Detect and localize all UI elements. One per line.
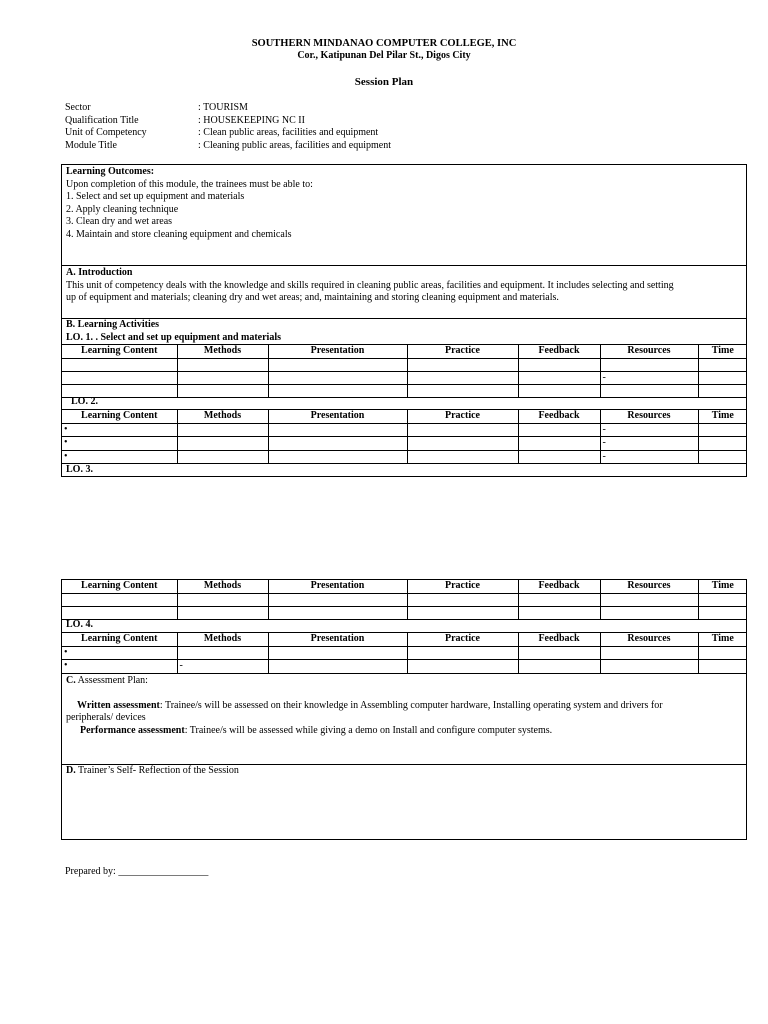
lo2-table: [62, 409, 747, 464]
introduction-text: This unit of competency deals with the knowledge and skills required in cleaning public areas, facilities and equipment. It includes selecting and setting: [66, 279, 674, 291]
table-row: [62, 437, 747, 451]
col-learning-content: Learning Content: [62, 580, 177, 593]
col-feedback: Feedback: [518, 580, 600, 593]
lo4-table: [62, 632, 747, 674]
prepared-by: Prepared by: __________________: [65, 866, 209, 877]
meta-block: [65, 102, 665, 152]
introduction-text: up of equipment and materials; cleaning dry and wet areas; and, maintaining and storing cleaning equipment and materials.: [66, 292, 559, 303]
meta-key: Sector: [65, 102, 91, 113]
meta-unit: [65, 127, 665, 140]
learning-outcome-item: 1. Select and set up equipment and materials: [66, 191, 245, 202]
page-title: Session Plan: [354, 76, 414, 88]
table-header-row: [62, 580, 747, 593]
bullet-mark: •: [62, 423, 177, 437]
col-methods: Methods: [177, 410, 268, 424]
col-feedback: Feedback: [518, 345, 600, 359]
col-resources: Resources: [600, 633, 698, 647]
lo2-heading: LO. 2.: [71, 396, 98, 407]
lo1-heading: LO. 1. . Select and set up equipment and materials: [66, 331, 282, 343]
col-methods: Methods: [177, 633, 268, 647]
dash-mark: -: [177, 660, 268, 674]
col-learning-content: Learning Content: [62, 345, 177, 359]
session-plan-box-2: [61, 579, 747, 840]
school-address: Cor., Katipunan Del Pilar St., Digos City: [297, 50, 471, 61]
introduction-section: [62, 265, 746, 303]
table-row: [62, 606, 747, 619]
reflection-section: [62, 764, 746, 776]
meta-sector: [65, 102, 665, 115]
bullet-mark: •: [62, 646, 177, 660]
col-presentation: Presentation: [268, 633, 407, 647]
col-time: Time: [698, 633, 747, 647]
reflection-heading: Trainer’s Self- Reflection of the Session: [75, 765, 239, 776]
learning-activities-section: [62, 318, 746, 477]
meta-value: : Cleaning public areas, facilities and equipment: [198, 139, 391, 151]
learning-outcomes-heading: Learning Outcomes:: [66, 166, 155, 177]
bullet-mark: •: [62, 437, 177, 451]
col-methods: Methods: [177, 345, 268, 359]
table-row: [62, 593, 747, 606]
col-practice: Practice: [407, 580, 518, 593]
lo3-table: [62, 580, 747, 620]
performance-assessment-text: : Trainee/s will be assessed while giving a demo on Install and configure computer systems.: [184, 724, 553, 736]
dash-mark: -: [600, 423, 698, 437]
col-learning-content: Learning Content: [62, 410, 177, 424]
performance-assessment-label: Performance assessment: [80, 724, 185, 736]
col-feedback: Feedback: [518, 410, 600, 424]
table-row: [62, 660, 747, 674]
assessment-letter: C.: [66, 675, 76, 686]
col-presentation: Presentation: [268, 580, 407, 593]
written-assessment-text: : Trainee/s will be assessed on their knowledge in Assembling computer hardware, Installing operating system and drivers for: [159, 699, 663, 711]
col-practice: Practice: [407, 345, 518, 359]
table-header-row: [62, 345, 747, 359]
learning-outcome-item: 4. Maintain and store cleaning equipment and chemicals: [66, 228, 292, 240]
meta-value: : TOURISM: [198, 102, 248, 113]
learning-outcomes-intro: Upon completion of this module, the trainees must be able to:: [66, 178, 313, 190]
meta-value: : HOUSEKEEPING NC II: [198, 114, 305, 126]
table-row: [62, 646, 747, 660]
col-time: Time: [698, 580, 747, 593]
col-practice: Practice: [407, 410, 518, 424]
col-feedback: Feedback: [518, 633, 600, 647]
introduction-heading: A. Introduction: [66, 267, 133, 278]
school-name: SOUTHERN MINDANAO COMPUTER COLLEGE, INC: [251, 38, 517, 49]
dash-mark: -: [600, 450, 698, 464]
table-row: [62, 450, 747, 464]
meta-key: Qualification Title: [65, 114, 139, 126]
lo4-heading: LO. 4.: [66, 619, 93, 630]
col-presentation: Presentation: [268, 410, 407, 424]
col-resources: Resources: [600, 410, 698, 424]
table-row: [62, 371, 747, 385]
dash-mark: -: [600, 437, 698, 451]
col-resources: Resources: [600, 345, 698, 359]
learning-outcomes-section: [66, 166, 742, 241]
table-header-row: [62, 633, 747, 647]
learning-activities-heading: B. Learning Activities: [66, 319, 160, 330]
assessment-heading: Assessment Plan:: [75, 675, 148, 686]
lo3-heading: LO. 3.: [66, 464, 93, 475]
meta-module: [65, 140, 665, 153]
col-time: Time: [698, 410, 747, 424]
dash-mark: -: [600, 371, 698, 385]
table-row: [62, 423, 747, 437]
reflection-letter: D.: [66, 765, 76, 776]
meta-key: Module Title: [65, 139, 117, 151]
col-practice: Practice: [407, 633, 518, 647]
learning-outcome-item: 2. Apply cleaning technique: [66, 203, 179, 215]
col-time: Time: [698, 345, 747, 359]
session-plan-box-1: [61, 164, 747, 477]
learning-outcome-item: 3. Clean dry and wet areas: [66, 216, 173, 227]
meta-qualification: [65, 115, 665, 128]
col-methods: Methods: [177, 580, 268, 593]
written-assessment-text-cont: peripherals/ devices: [66, 712, 146, 723]
col-learning-content: Learning Content: [62, 633, 177, 647]
col-presentation: Presentation: [268, 345, 407, 359]
bullet-mark: •: [62, 450, 177, 464]
table-row: [62, 358, 747, 371]
col-resources: Resources: [600, 580, 698, 593]
written-assessment-label: Written assessment: [77, 699, 160, 711]
table-header-row: [62, 410, 747, 424]
meta-key: Unit of Competency: [65, 127, 147, 138]
bullet-mark: •: [62, 660, 177, 674]
lo1-table: [62, 344, 747, 398]
meta-value: : Clean public areas, facilities and equipment: [198, 127, 379, 138]
